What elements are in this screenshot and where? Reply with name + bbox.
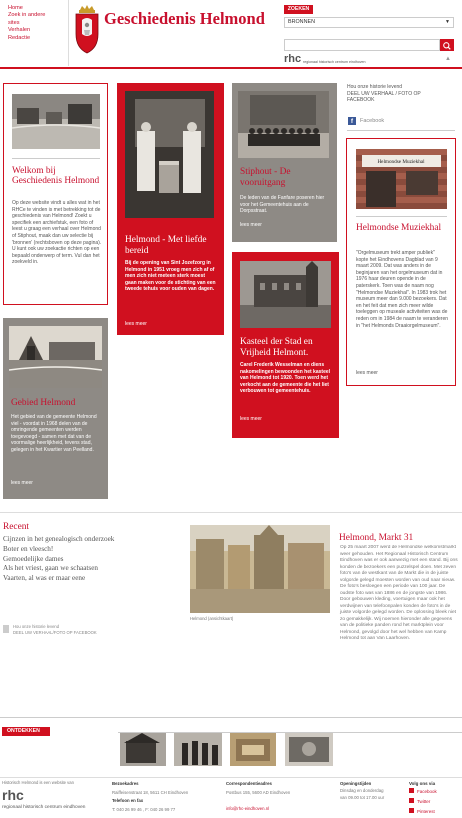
search-button[interactable] xyxy=(440,39,454,51)
header-nav xyxy=(8,5,70,42)
footer-twitter-label: Twitter xyxy=(417,799,431,804)
footer-pinterest-label: Pinterest xyxy=(417,809,435,814)
footer-col4-line: van 09.00 tot 17.00 uur xyxy=(340,795,385,800)
nav-verhalen[interactable]: Verhalen xyxy=(8,27,31,34)
card-gebied-photo xyxy=(9,326,102,388)
card-kasteel-photo xyxy=(240,261,331,328)
recent-heading: Recent xyxy=(3,522,30,532)
footer-col2-line: Telefoon en fax xyxy=(112,798,144,803)
source-select-value: BRONNEN xyxy=(288,19,315,25)
search-input[interactable] xyxy=(284,39,440,51)
featured-title: Helmond, Markt 31 xyxy=(339,533,414,543)
card-stiphout-body: De leden van de Fanfare poseren hier voor het Gemeentehuis aan de Dorpsstraat. xyxy=(240,195,325,215)
card-liefde-body: Bij de opening van Sint Jozefzorg in Helmond in 1951 vroeg men zich af of men zich niet meteen sterk moest gaan maken voor de stichting van een tweede tehuis voor ouden van dagen. xyxy=(125,260,216,293)
footer-col3-title: Correspondentieadres xyxy=(226,781,272,786)
recent-fb-line2: DEEL UW VERHAAL/FOTO OP FACEBOOK xyxy=(13,630,97,635)
nav-redactie[interactable]: Redactie xyxy=(8,34,31,41)
header-rule xyxy=(0,67,462,69)
footer-col3-line: Postbus 155, 5600 AD Eindhoven xyxy=(226,789,291,795)
card-muziekhal-photo xyxy=(356,149,447,209)
footer-pinterest-link[interactable] xyxy=(409,807,461,817)
rhc-logo-header[interactable] xyxy=(284,54,374,68)
section-divider xyxy=(0,512,462,513)
footer-col1-title: Historisch Helmond is een website van xyxy=(2,780,74,785)
card-liefde-photo xyxy=(125,91,214,218)
card-liefde-title: Helmond - Met liefde bereid xyxy=(125,235,207,256)
recent-item[interactable]: Als het vriest, gaan we schaatsen xyxy=(3,564,99,573)
footer-col4 xyxy=(340,780,402,801)
recent-facebook[interactable] xyxy=(3,624,133,638)
card-muziekhal-body: "Orgelmuseum trekt amper publiek" kopte het Eindhovens Dagblad van 9 maart 2009. Dat was anders in de beginjaren van het orgelmuseum dat in 1976 haar deuren opende in de paterskerk. Toen was de naam nog "Helmondse Muziekhal". In 1983 trok het museum meer dan 9.000 bezoekers. Dat en het feit dat men zich meer wilde toeleggen op museale activiteiten was de reden om in 1984 de naam te veranderen in "het Helmonds Draaiorgelmuseum". xyxy=(356,250,449,329)
card-welkom-photo xyxy=(12,94,100,149)
scroll-up-icon[interactable]: ▲ xyxy=(445,56,451,62)
footer-facebook-label: Facebook xyxy=(417,789,437,794)
footer-email-link[interactable]: info@rhc-eindhoven.nl xyxy=(226,806,270,811)
footer-col5 xyxy=(409,780,461,817)
ontdekken-photo[interactable] xyxy=(285,733,333,766)
recent-item[interactable]: Cijnzen in het genealogisch onderzoek xyxy=(3,535,115,543)
card-stiphout-title: Stiphout - De vooruitgang xyxy=(240,167,291,188)
search-icon xyxy=(440,40,454,52)
recent-item[interactable]: Vaarten, al was er maar eene xyxy=(3,574,86,583)
card-muziekhal-title: Helmondse Muziekhal xyxy=(356,223,442,233)
nav-zoek-andere[interactable]: Zoek in andere xyxy=(8,12,46,19)
rhc-logo-footer-text: rhc xyxy=(2,787,24,803)
footer-col4-line: Dinsdag en donderdag xyxy=(340,788,384,793)
rhc-logo-tagline: regionaal historisch centrum eindhoven xyxy=(303,60,366,64)
side-rule xyxy=(347,130,455,131)
side-line2: DEEL UW VERHAAL / FOTO OP xyxy=(347,90,421,97)
recent-item[interactable]: Boter en vleesch! xyxy=(3,544,54,553)
footer-col3 xyxy=(226,780,326,814)
footer-facebook-link[interactable] xyxy=(409,787,461,797)
chevron-down-icon: ▼ xyxy=(445,19,450,25)
ontdekken-rule xyxy=(0,717,462,718)
search-tab[interactable]: ZOEKEN xyxy=(284,5,313,14)
ontdekken-label: ONTDEKKEN xyxy=(2,727,50,736)
card-welkom-rule xyxy=(12,158,100,159)
pinterest-icon xyxy=(409,808,414,813)
recent-item[interactable]: Gemoedelijke dames xyxy=(3,554,64,563)
card-welkom-title: Welkom bij Geschiedenis Helmond xyxy=(12,166,100,187)
footer-col2-title: Bezoekadres xyxy=(112,781,139,786)
side-facebook-link[interactable] xyxy=(348,117,418,126)
card-welkom[interactable] xyxy=(3,83,108,305)
footer-col2 xyxy=(112,780,222,814)
rhc-logo-footer-tagline: regionaal historisch centrum eindhoven xyxy=(2,805,86,810)
card-gebied[interactable] xyxy=(3,318,108,499)
card-muziekhal-sign: Helmondse Muziekhal xyxy=(377,159,425,165)
rhc-logo-footer[interactable] xyxy=(2,785,102,809)
side-line3: FACEBOOK xyxy=(347,97,375,103)
rhc-logo-text: rhc xyxy=(284,53,302,65)
featured-caption: Helmond (ansichtkaart) xyxy=(190,616,234,621)
side-facebook-label: Facebook xyxy=(360,118,385,124)
footer-col5-title: Volg ons via xyxy=(409,781,436,786)
footer-col2-line: T: 040 26 99 46 , F: 040 26 99 77 xyxy=(112,806,176,812)
footer-twitter-link[interactable] xyxy=(409,797,461,807)
side-share-block xyxy=(347,84,459,104)
recent-fb-line1: Hou onze historie levend xyxy=(13,624,60,629)
card-kasteel-more[interactable]: lees meer xyxy=(240,416,262,422)
card-liefde-more[interactable]: lees meer xyxy=(125,321,147,327)
card-gebied-more[interactable]: lees meer xyxy=(11,480,33,486)
card-stiphout-photo xyxy=(238,91,329,158)
card-welkom-body: Op deze website vindt u alles wat in het RHCe te vinden is met betrekking tot de geschiedenis van Helmond! Zoekt u specifiek een archiefstuk, een foto of leest u graag een verhaal over Helmond of Stiphout, maak dan uw selectie bij 'bronnen' (rechtsboven op deze pagina). U kunt ook uw zoekactie richten op een bepaald onderwerp of term. Vul dan het zoekveld in. xyxy=(12,200,102,266)
card-kasteel-title: Kasteel der Stad en Vrijheid Helmont. xyxy=(240,337,313,358)
coat-of-arms-icon xyxy=(73,4,101,56)
card-kasteel[interactable] xyxy=(232,252,339,438)
source-select[interactable] xyxy=(284,17,454,28)
card-muziekhal-more[interactable]: lees meer xyxy=(356,370,378,376)
footer-rule xyxy=(0,777,462,778)
recent-list xyxy=(3,535,188,584)
card-liefde[interactable] xyxy=(117,83,224,335)
twitter-icon xyxy=(409,798,414,803)
card-stiphout-more[interactable]: lees meer xyxy=(240,222,262,228)
footer-col2-line: Raiffeisenstraat 18, 5611 CH Eindhoven xyxy=(112,789,189,795)
card-kasteel-body: Carel Frederik Wesselman en diens nakomelingen bewoonden het kasteel van Helmond tot 1920. Toen werd het verkocht aan de gemeente die het liet verbouwen tot gemeentehuis. xyxy=(240,362,331,395)
footer-col4-title: Openingstijden xyxy=(340,781,372,786)
header-divider xyxy=(68,0,69,66)
ontdekken-photo[interactable] xyxy=(174,733,222,766)
nav-sites[interactable]: sites xyxy=(8,19,20,26)
card-stiphout[interactable] xyxy=(232,83,337,242)
facebook-icon xyxy=(409,788,414,793)
site-title[interactable]: Geschiedenis Helmond xyxy=(104,9,265,28)
featured-body: Op 25 maart 2007 werd de Helmondse welkomstmarkt weer gehouden. Het Regionaal Historisch Centrum Eindhoven was er ook aanwezig met een stand. Bij ons konden de bezoekers een puzzelspel doen. Met zeven foto's van de westkant van de Markt die in de juiste volgorde gelegd moesten worden van oud naar nieuw. De foto's besloegen een periode van 100 jaar. De oudste foto was van 1886 en de jongste van 1986. Door gebouwen kleding, voertuigen maar ook het verdwijnen van telefoonpalen konden de foto's in de juiste volgorde gelegd worden. De oplossing bleek niet zo gemakkelijk. Wij noemen hieronder alle gegevens van de politieke panden rond het marktplein voor Helmond, gevolgd door het wel hebben van Kamp Helmond tot aan Van Laarhoven. xyxy=(340,545,458,641)
nav-home[interactable]: Home xyxy=(8,5,23,11)
card-gebied-body: Het gebied van de gemeente Helmond viel - voordat in 1968 delen van de omringende gemeenten werden toegevoegd - samen met dat van de voormalige heerlijkheid, tevens stad, gelegen in het Kwartier van Peelland. xyxy=(11,414,97,453)
card-muziekhal-rule xyxy=(356,216,447,217)
ontdekken-photo[interactable] xyxy=(120,733,166,766)
ontdekken-photo[interactable] xyxy=(230,733,276,766)
card-gebied-title: Gebied Helmond xyxy=(11,398,76,408)
facebook-icon: f xyxy=(348,117,356,125)
side-line1: Hou onze historie levend xyxy=(347,84,403,90)
card-muziekhal[interactable] xyxy=(346,138,456,386)
footer-col1 xyxy=(2,780,102,809)
facebook-icon xyxy=(3,625,9,633)
